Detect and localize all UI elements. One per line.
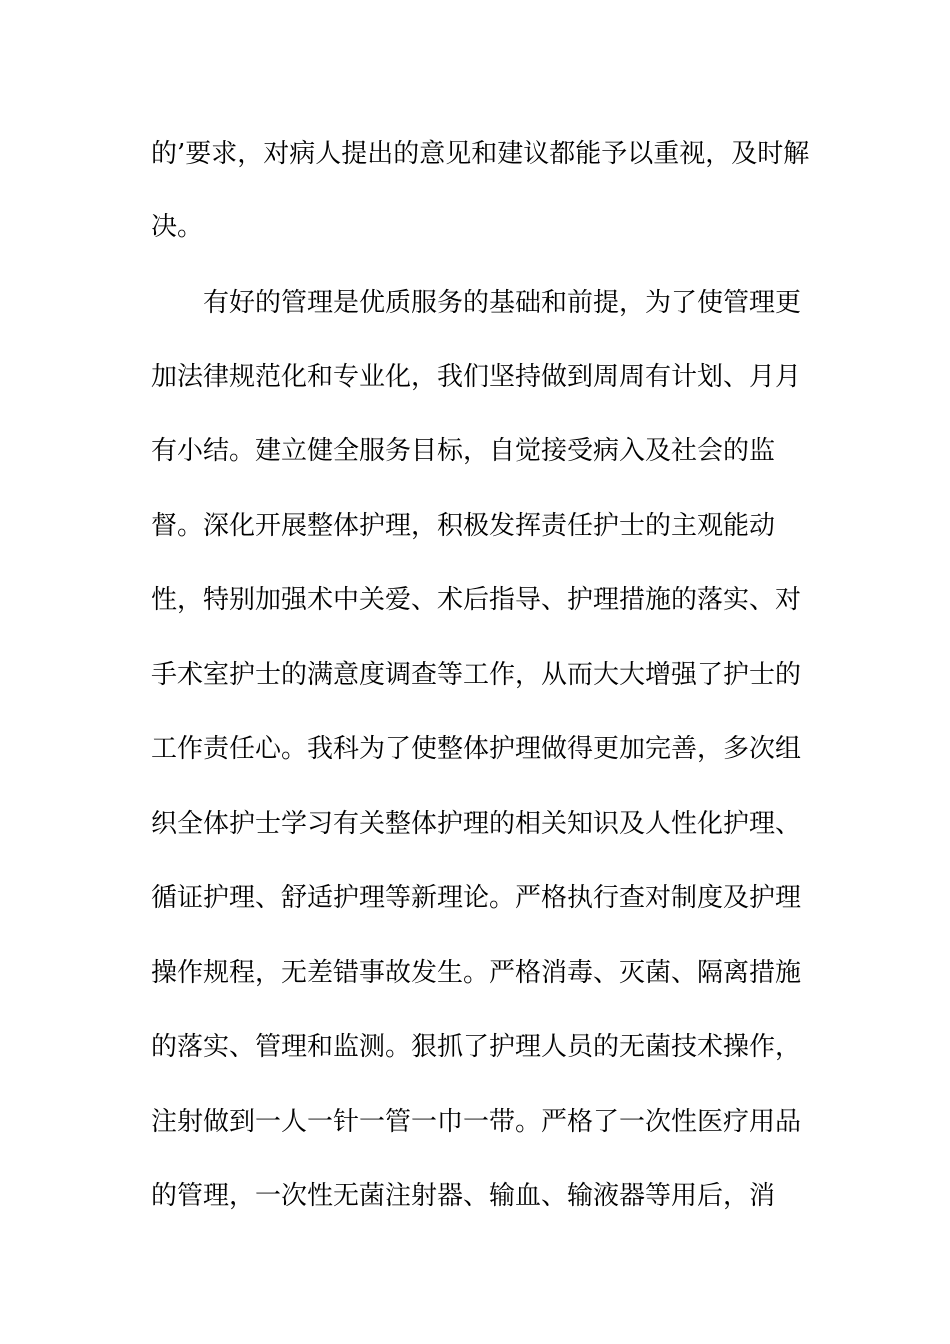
paragraph-first-line: 有好的管理是优质服务的基础和前提，为了使管理更: [203, 288, 802, 318]
text-line: 操作规程，无差错事故发生。严格消毒、灭菌、隔离措施: [151, 958, 802, 988]
text-line: 的管理，一次性无菌注射器、输血、输液器等用后，消: [151, 1181, 776, 1211]
text-line: 督。深化开展整体护理，积极发挥责任护士的主观能动: [151, 511, 776, 541]
text-line: 注射做到一人一针一管一巾一带。严格了一次性医疗用品: [151, 1107, 802, 1137]
text-line: 的’要求，对病人提出的意见和建议都能予以重视，及时解: [151, 139, 810, 169]
text-line: 有小结。建立健全服务目标，自觉接受病入及社会的监: [151, 436, 776, 466]
text-line: 手术室护士的满意度调查等工作，从而大大增强了护士的: [151, 660, 802, 690]
text-line: 决。: [151, 212, 204, 242]
text-line: 加法律规范化和专业化，我们坚持做到周周有计划、月月: [151, 362, 802, 392]
text-line: 织全体护士学习有关整体护理的相关知识及人性化护理、: [151, 809, 802, 839]
text-line: 工作责任心。我科为了使整体护理做得更加完善，多次组: [151, 734, 802, 764]
text-line: 性，特别加强术中关爱、术后指导、护理措施的落实、对: [151, 585, 802, 615]
text-line: 循证护理、舒适护理等新理论。严格执行查对制度及护理: [151, 883, 802, 913]
text-line: 的落实、管理和监测。狠抓了护理人员的无菌技术操作，: [151, 1032, 802, 1062]
